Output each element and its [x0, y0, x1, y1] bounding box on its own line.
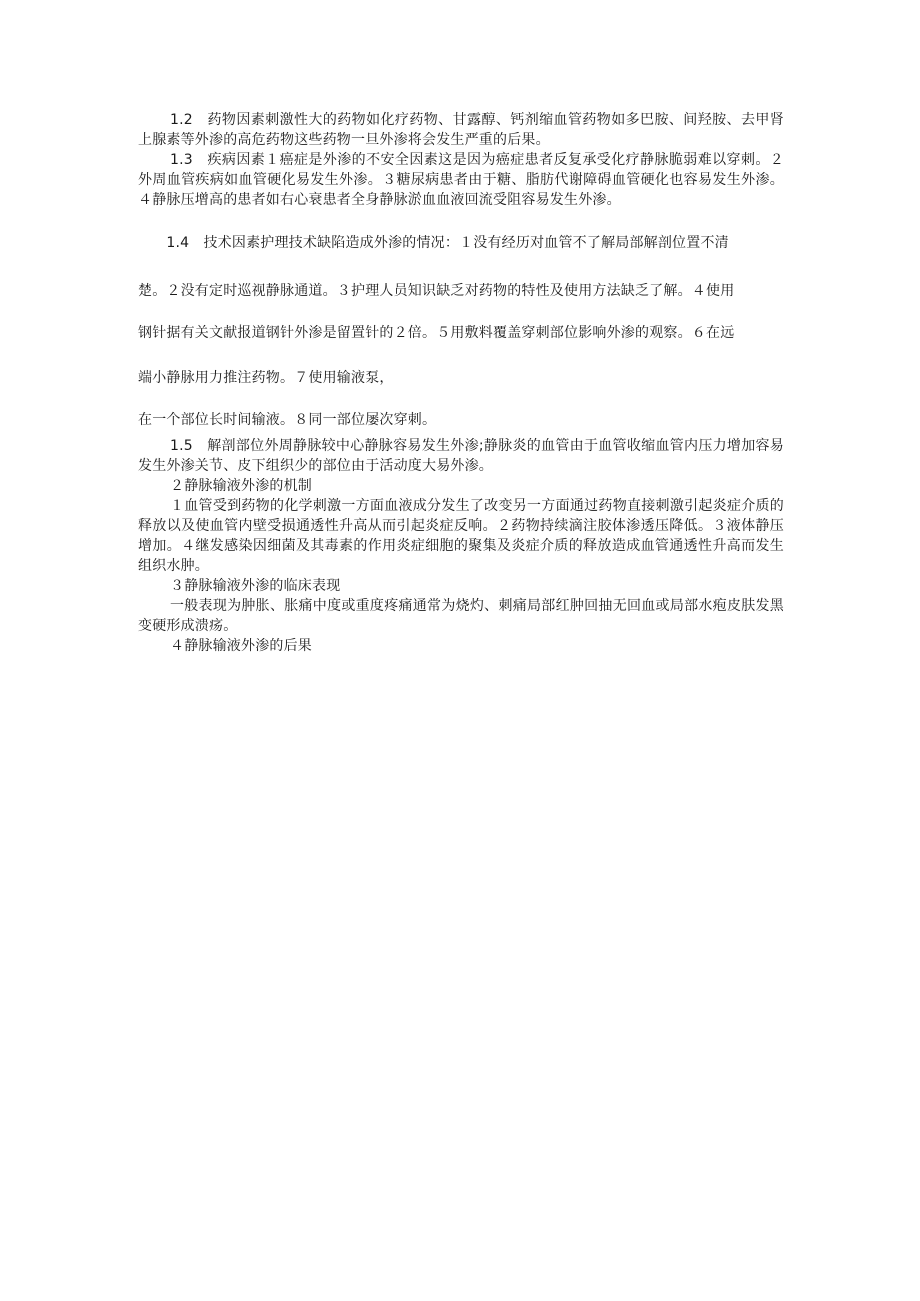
paragraph-1-5: 1.5 解剖部位外周静脉较中心静脉容易发生外渗;静脉炎的血管由于血管收缩血管内压力增加容易发生外渗关节、皮下组织少的部位由于活动度大易外渗。: [138, 438, 784, 474]
paragraph-2: １血管受到药物的化学刺激一方面血液成分发生了改变另一方面通过药物直接刺激引起炎症介质的释放以及使血管内壁受损通透性升高从而引起炎症反响。２药物持续滴注胶体渗透压降低。３液体静压增加。４继发感染因细菌及其毒素的作用炎症细胞的聚集及炎症介质的释放造成血管通透性升高而发生组织水肿。: [138, 498, 784, 574]
paragraph-1-4-line-1: 1.4 技术因素护理技术缺陷造成外渗的情况：１没有经历对血管不了解局部解剖位置不清: [138, 235, 729, 251]
heading-4: ４静脉输液外渗的后果: [170, 638, 312, 654]
paragraph-1-4-line-5: 在一个部位长时间输液。８同一部位屡次穿刺。: [138, 412, 437, 428]
paragraph-1-2: 1.2 药物因素刺激性大的药物如化疗药物、甘露醇、钙剂缩血管药物如多巴胺、间羟胺、去甲肾上腺素等外渗的高危药物这些药物一旦外渗将会发生严重的后果。: [138, 112, 784, 148]
paragraph-1-3: 1.3 疾病因素１癌症是外渗的不安全因素这是因为癌症患者反复承受化疗静脉脆弱难以穿刺。２外周血管疾病如血管硬化易发生外渗。３糖尿病患者由于糖、脂肪代谢障碍血管硬化也容易发生外渗。４静脉压增高的患者如右心衰患者全身静脉淤血血液回流受阻容易发生外渗。: [138, 152, 784, 208]
heading-3: ３静脉输液外渗的临床表现: [170, 578, 341, 594]
paragraph-1-4-line-2: 楚。２没有定时巡视静脉通道。３护理人员知识缺乏对药物的特性及使用方法缺乏了解。４使用: [138, 283, 735, 299]
paragraph-3: 一般表现为肿胀、胀痛中度或重度疼痛通常为烧灼、刺痛局部红肿回抽无回血或局部水疱皮肤发黑变硬形成溃疡。: [138, 598, 784, 634]
paragraph-group-1: [138, 110, 784, 210]
paragraph-1-4-line-4: 端小静脉用力推注药物。７使用输液泵，: [138, 370, 394, 386]
paragraph-1-4-line-3: 钢针据有关文献报道钢针外渗是留置针的２倍。５用敷料覆盖穿刺部位影响外渗的观察。６在远: [138, 325, 735, 341]
heading-2: ２静脉输液外渗的机制: [170, 478, 312, 494]
paragraph-group-2: [138, 436, 784, 656]
